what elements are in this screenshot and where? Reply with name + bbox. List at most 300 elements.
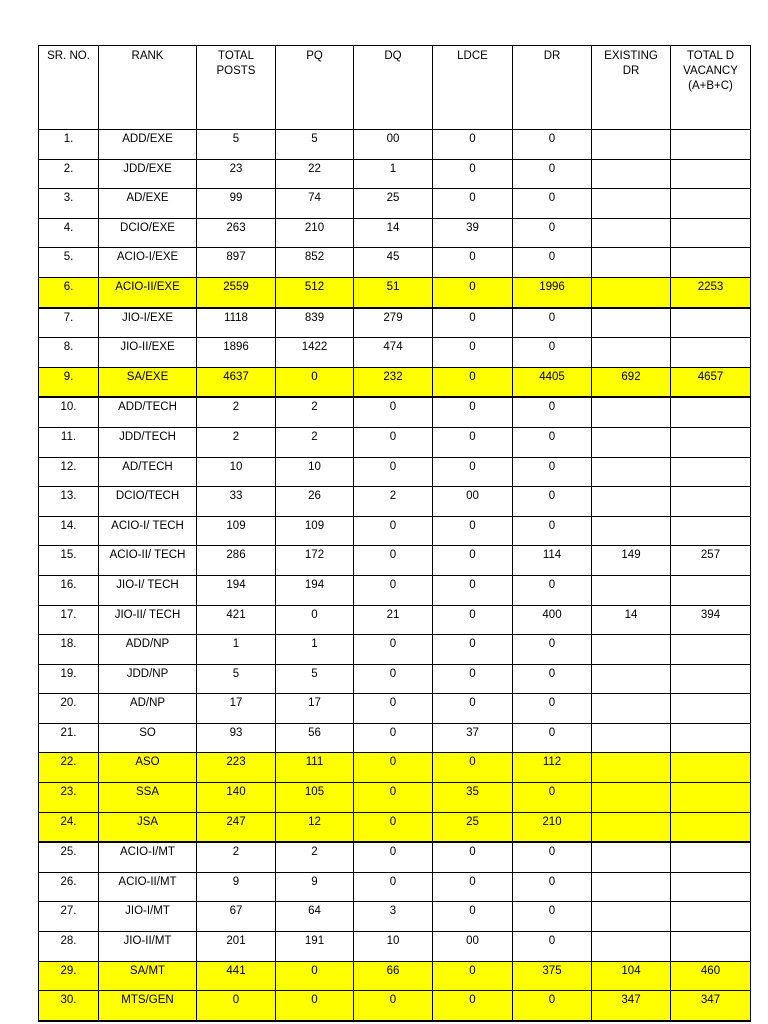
sr-no-cell: 21. [39,723,99,753]
dq-cell: 21 [354,605,433,635]
sr-no-cell: 28. [39,932,99,962]
table-row [39,723,751,753]
table-row [39,605,751,635]
dr-cell: 400 [513,605,592,635]
dr-cell: 0 [513,427,592,457]
pq-cell: 111 [276,753,354,783]
total-d-vacancy-cell [671,575,751,605]
rank-cell: MTS/GEN [99,991,197,1021]
dq-cell: 51 [354,277,433,307]
header-existing-dr: EXISTING DR [592,46,671,130]
table-row [39,932,751,962]
rank-cell: DCIO/EXE [99,218,197,248]
table-row [39,130,751,160]
header-dq: DQ [354,46,433,130]
dq-cell: 0 [354,457,433,487]
total-d-vacancy-cell [671,487,751,517]
total-posts-cell: 286 [197,546,276,576]
existing-dr-cell [592,902,671,932]
pq-cell: 5 [276,664,354,694]
pq-cell: 0 [276,367,354,397]
existing-dr-cell: 14 [592,605,671,635]
total-d-vacancy-cell [671,457,751,487]
rank-cell: DCIO/TECH [99,487,197,517]
table-row [39,783,751,813]
total-posts-cell: 1118 [197,308,276,338]
existing-dr-cell [592,635,671,665]
existing-dr-cell [592,664,671,694]
table-row [39,961,751,991]
dq-cell: 0 [354,664,433,694]
existing-dr-cell [592,397,671,427]
dr-cell: 0 [513,130,592,160]
total-posts-cell: 2 [197,397,276,427]
ldce-cell: 0 [433,338,513,368]
ldce-cell: 0 [433,516,513,546]
table-row [39,367,751,397]
dr-cell: 0 [513,635,592,665]
header-dr: DR [513,46,592,130]
ldce-cell: 0 [433,575,513,605]
dq-cell: 0 [354,783,433,813]
dq-cell: 10 [354,932,433,962]
table-row [39,189,751,219]
ldce-cell: 0 [433,842,513,872]
total-posts-cell: 99 [197,189,276,219]
total-posts-cell: 9 [197,872,276,902]
header-row [39,46,751,130]
dr-cell: 0 [513,308,592,338]
sr-no-cell: 24. [39,812,99,842]
dq-cell: 0 [354,753,433,783]
rank-cell: SA/MT [99,961,197,991]
ldce-cell: 0 [433,159,513,189]
total-posts-cell: 109 [197,516,276,546]
ldce-cell: 0 [433,961,513,991]
existing-dr-cell [592,130,671,160]
rank-cell: JDD/NP [99,664,197,694]
table-row [39,338,751,368]
dr-cell: 4405 [513,367,592,397]
total-d-vacancy-cell [671,516,751,546]
pq-cell: 852 [276,248,354,278]
existing-dr-cell [592,783,671,813]
sr-no-cell: 25. [39,842,99,872]
sr-no-cell: 18. [39,635,99,665]
rank-cell: JDD/EXE [99,159,197,189]
pq-cell: 839 [276,308,354,338]
ldce-cell: 00 [433,932,513,962]
table-row [39,248,751,278]
pq-cell: 22 [276,159,354,189]
total-posts-cell: 421 [197,605,276,635]
pq-cell: 194 [276,575,354,605]
ldce-cell: 0 [433,635,513,665]
dr-cell: 0 [513,723,592,753]
rank-cell: SA/EXE [99,367,197,397]
total-posts-cell: 17 [197,694,276,724]
total-d-vacancy-cell: 4657 [671,367,751,397]
pq-cell: 210 [276,218,354,248]
pq-cell: 0 [276,605,354,635]
total-d-vacancy-cell [671,308,751,338]
pq-cell: 74 [276,189,354,219]
rank-cell: JIO-I/EXE [99,308,197,338]
sr-no-cell: 27. [39,902,99,932]
header-total-d-vacancy: TOTAL D VACANCY (A+B+C) [671,46,751,130]
dq-cell: 0 [354,991,433,1021]
sr-no-cell: 26. [39,872,99,902]
dq-cell: 66 [354,961,433,991]
total-posts-cell: 10 [197,457,276,487]
ldce-cell: 0 [433,130,513,160]
existing-dr-cell [592,842,671,872]
total-d-vacancy-cell [671,218,751,248]
ldce-cell: 0 [433,427,513,457]
existing-dr-cell [592,753,671,783]
dq-cell: 2 [354,487,433,517]
pq-cell: 26 [276,487,354,517]
total-posts-cell: 33 [197,487,276,517]
pq-cell: 5 [276,130,354,160]
dq-cell: 3 [354,902,433,932]
ldce-cell: 0 [433,546,513,576]
rank-cell: JSA [99,812,197,842]
dr-cell: 375 [513,961,592,991]
rank-cell: JIO-II/MT [99,932,197,962]
pq-cell: 172 [276,546,354,576]
ldce-cell: 0 [433,457,513,487]
dr-cell: 0 [513,664,592,694]
existing-dr-cell [592,218,671,248]
dr-cell: 1996 [513,277,592,307]
sr-no-cell: 6. [39,277,99,307]
total-d-vacancy-cell [671,783,751,813]
ldce-cell: 0 [433,872,513,902]
ldce-cell: 25 [433,812,513,842]
sr-no-cell: 19. [39,664,99,694]
total-d-vacancy-cell [671,723,751,753]
total-posts-cell: 1896 [197,338,276,368]
table-row [39,991,751,1021]
total-d-vacancy-cell: 394 [671,605,751,635]
total-posts-cell: 2 [197,842,276,872]
ldce-cell: 35 [433,783,513,813]
total-posts-cell: 1 [197,635,276,665]
dq-cell: 0 [354,546,433,576]
dq-cell: 0 [354,842,433,872]
total-d-vacancy-cell [671,932,751,962]
total-posts-cell: 441 [197,961,276,991]
total-posts-cell: 2559 [197,277,276,307]
existing-dr-cell [592,812,671,842]
dq-cell: 232 [354,367,433,397]
total-d-vacancy-cell: 2253 [671,277,751,307]
dr-cell: 0 [513,872,592,902]
pq-cell: 2 [276,397,354,427]
total-d-vacancy-cell [671,812,751,842]
ldce-cell: 0 [433,753,513,783]
header-rank: RANK [99,46,197,130]
dq-cell: 0 [354,575,433,605]
rank-cell: ACIO-I/ TECH [99,516,197,546]
existing-dr-cell: 149 [592,546,671,576]
sr-no-cell: 15. [39,546,99,576]
dr-cell: 0 [513,487,592,517]
total-posts-cell: 0 [197,991,276,1021]
dq-cell: 1 [354,159,433,189]
dr-cell: 0 [513,783,592,813]
ldce-cell: 0 [433,308,513,338]
total-d-vacancy-cell [671,427,751,457]
pq-cell: 105 [276,783,354,813]
existing-dr-cell [592,457,671,487]
total-posts-cell: 247 [197,812,276,842]
rank-cell: ACIO-II/EXE [99,277,197,307]
dr-cell: 0 [513,842,592,872]
pq-cell: 512 [276,277,354,307]
total-d-vacancy-cell [671,872,751,902]
total-d-vacancy-cell [671,842,751,872]
header-ldce: LDCE [433,46,513,130]
total-d-vacancy-cell: 347 [671,991,751,1021]
dq-cell: 0 [354,635,433,665]
total-posts-cell: 23 [197,159,276,189]
table-row [39,427,751,457]
sr-no-cell: 22. [39,753,99,783]
table-row [39,308,751,338]
dr-cell: 0 [513,694,592,724]
pq-cell: 2 [276,842,354,872]
table-row [39,694,751,724]
sr-no-cell: 23. [39,783,99,813]
dr-cell: 112 [513,753,592,783]
total-posts-cell: 93 [197,723,276,753]
sr-no-cell: 20. [39,694,99,724]
existing-dr-cell: 104 [592,961,671,991]
table-row [39,902,751,932]
sr-no-cell: 3. [39,189,99,219]
table-row [39,872,751,902]
rank-cell: AD/NP [99,694,197,724]
dr-cell: 0 [513,397,592,427]
sr-no-cell: 12. [39,457,99,487]
rank-cell: JIO-II/EXE [99,338,197,368]
total-posts-cell: 2 [197,427,276,457]
pq-cell: 10 [276,457,354,487]
total-d-vacancy-cell [671,753,751,783]
total-d-vacancy-cell [671,635,751,665]
sr-no-cell: 4. [39,218,99,248]
sr-no-cell: 1. [39,130,99,160]
header-sr-no: SR. NO. [39,46,99,130]
ldce-cell: 0 [433,902,513,932]
ldce-cell: 0 [433,664,513,694]
sr-no-cell: 16. [39,575,99,605]
sr-no-cell: 5. [39,248,99,278]
dq-cell: 0 [354,397,433,427]
total-d-vacancy-cell [671,130,751,160]
dq-cell: 25 [354,189,433,219]
total-posts-cell: 223 [197,753,276,783]
total-d-vacancy-cell [671,248,751,278]
existing-dr-cell: 692 [592,367,671,397]
pq-cell: 0 [276,961,354,991]
dq-cell: 0 [354,694,433,724]
rank-cell: JDD/TECH [99,427,197,457]
dr-cell: 114 [513,546,592,576]
total-posts-cell: 263 [197,218,276,248]
rank-cell: AD/TECH [99,457,197,487]
ldce-cell: 39 [433,218,513,248]
sr-no-cell: 8. [39,338,99,368]
sr-no-cell: 29. [39,961,99,991]
existing-dr-cell [592,932,671,962]
sr-no-cell: 14. [39,516,99,546]
rank-cell: ADD/EXE [99,130,197,160]
rank-cell: ADD/NP [99,635,197,665]
total-d-vacancy-cell [671,338,751,368]
total-d-vacancy-cell [671,159,751,189]
dq-cell: 0 [354,516,433,546]
dq-cell: 14 [354,218,433,248]
dr-cell: 0 [513,575,592,605]
existing-dr-cell [592,516,671,546]
rank-cell: ACIO-I/EXE [99,248,197,278]
dq-cell: 0 [354,427,433,457]
rank-cell: ACIO-II/ TECH [99,546,197,576]
dr-cell: 0 [513,338,592,368]
total-d-vacancy-cell: 257 [671,546,751,576]
table-row [39,516,751,546]
existing-dr-cell [592,308,671,338]
dr-cell: 0 [513,902,592,932]
table-row [39,635,751,665]
pq-cell: 12 [276,812,354,842]
existing-dr-cell [592,189,671,219]
dq-cell: 0 [354,872,433,902]
existing-dr-cell [592,159,671,189]
pq-cell: 56 [276,723,354,753]
sr-no-cell: 9. [39,367,99,397]
header-total-posts: TOTAL POSTS [197,46,276,130]
total-posts-cell: 5 [197,130,276,160]
ldce-cell: 0 [433,367,513,397]
rank-cell: ADD/TECH [99,397,197,427]
ldce-cell: 0 [433,694,513,724]
dr-cell: 0 [513,248,592,278]
total-d-vacancy-cell: 460 [671,961,751,991]
existing-dr-cell [592,723,671,753]
dr-cell: 0 [513,159,592,189]
rank-cell: ASO [99,753,197,783]
vacancy-table [38,45,751,1022]
existing-dr-cell [592,248,671,278]
total-d-vacancy-cell [671,189,751,219]
existing-dr-cell: 347 [592,991,671,1021]
table-row [39,159,751,189]
ldce-cell: 37 [433,723,513,753]
pq-cell: 0 [276,991,354,1021]
ldce-cell: 0 [433,248,513,278]
table-row [39,457,751,487]
dr-cell: 0 [513,218,592,248]
ldce-cell: 0 [433,189,513,219]
total-posts-cell: 194 [197,575,276,605]
pq-cell: 9 [276,872,354,902]
total-d-vacancy-cell [671,664,751,694]
existing-dr-cell [592,872,671,902]
pq-cell: 1422 [276,338,354,368]
total-posts-cell: 897 [197,248,276,278]
pq-cell: 64 [276,902,354,932]
existing-dr-cell [592,277,671,307]
rank-cell: JIO-I/MT [99,902,197,932]
rank-cell: ACIO-I/MT [99,842,197,872]
ldce-cell: 0 [433,277,513,307]
existing-dr-cell [592,338,671,368]
dr-cell: 0 [513,991,592,1021]
existing-dr-cell [592,427,671,457]
pq-cell: 109 [276,516,354,546]
rank-cell: JIO-II/ TECH [99,605,197,635]
dq-cell: 45 [354,248,433,278]
pq-cell: 1 [276,635,354,665]
table-row [39,575,751,605]
sr-no-cell: 30. [39,991,99,1021]
total-posts-cell: 4637 [197,367,276,397]
dq-cell: 00 [354,130,433,160]
rank-cell: AD/EXE [99,189,197,219]
ldce-cell: 00 [433,487,513,517]
sr-no-cell: 7. [39,308,99,338]
existing-dr-cell [592,487,671,517]
table-row [39,487,751,517]
table-row [39,753,751,783]
pq-cell: 191 [276,932,354,962]
table-row [39,842,751,872]
table-row [39,664,751,694]
table-body [39,130,751,1021]
dr-cell: 0 [513,516,592,546]
total-posts-cell: 67 [197,902,276,932]
table-row [39,546,751,576]
total-posts-cell: 201 [197,932,276,962]
existing-dr-cell [592,575,671,605]
ldce-cell: 0 [433,397,513,427]
dr-cell: 0 [513,932,592,962]
rank-cell: SSA [99,783,197,813]
existing-dr-cell [592,694,671,724]
sr-no-cell: 10. [39,397,99,427]
dq-cell: 474 [354,338,433,368]
dq-cell: 0 [354,812,433,842]
sr-no-cell: 2. [39,159,99,189]
sr-no-cell: 11. [39,427,99,457]
sr-no-cell: 17. [39,605,99,635]
total-posts-cell: 140 [197,783,276,813]
ldce-cell: 0 [433,991,513,1021]
header-pq: PQ [276,46,354,130]
rank-cell: JIO-I/ TECH [99,575,197,605]
dq-cell: 0 [354,723,433,753]
rank-cell: SO [99,723,197,753]
total-d-vacancy-cell [671,694,751,724]
pq-cell: 17 [276,694,354,724]
total-d-vacancy-cell [671,902,751,932]
dr-cell: 0 [513,457,592,487]
dr-cell: 0 [513,189,592,219]
